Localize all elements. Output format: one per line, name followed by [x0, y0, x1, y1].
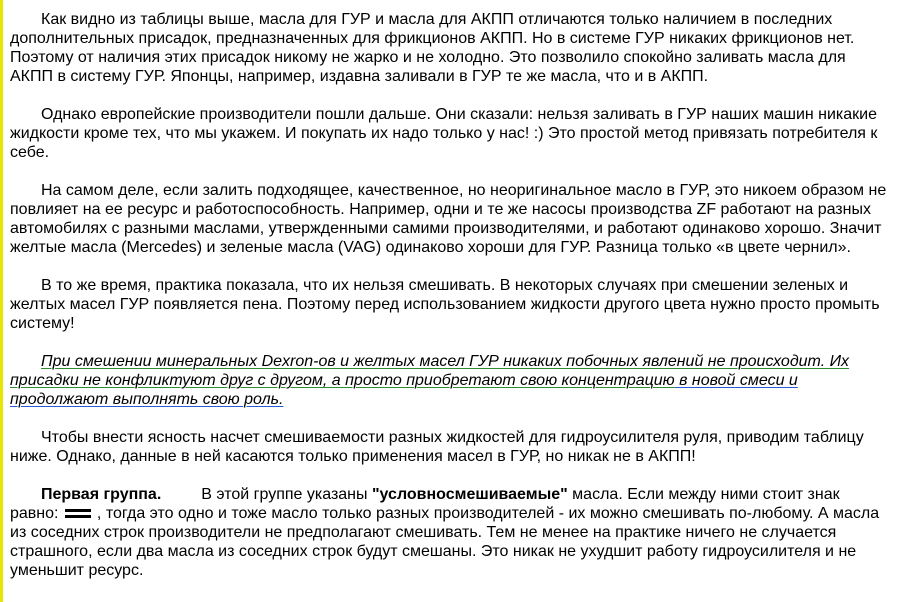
equals-sign-icon [65, 509, 91, 519]
group-text-a: В этой группе указаны [201, 486, 372, 503]
group-term: "условносмешиваемые" [371, 486, 568, 503]
paragraph-5-note [10, 352, 890, 409]
paragraph-7 [10, 485, 890, 580]
article-body [10, 10, 890, 599]
paragraph-2: Однако европейские производители пошли дальше. Они сказали: нельзя заливать в ГУР наших машин никакие жидкости кроме тех, что мы укажем. И покупать их надо только у нас! :) Это простой метод привязать потребителя к себе. [10, 106, 878, 161]
paragraph-3: На самом деле, если залить подходящее, качественное, но неоригинальное масло в ГУР, это никоем образом не повлияет на ее ресурс и работоспособность. Например, одни и те же насосы производства ZF работают на разных автомобилях с разными маслами, утвержденными самими производителями, и работают одинаково хорошо. Значит желтые масла (Mercedes) и зеленые масла (VAG) одинаково хороши для ГУР. Разница только «в цвете чернил». [10, 182, 887, 256]
left-margin-bar [0, 0, 3, 602]
group-heading: Первая группа. [41, 486, 162, 503]
note-part-2: в новой смеси и продолжают выполнять свою роль. [10, 372, 798, 408]
paragraph-4: В то же время, практика показала, что их нельзя смешивать. В некоторых случаях при смешении зеленых и желтых масел ГУР появляется пена. Поэтому перед использованием жидкости другого цвета нужно просто промыть систему! [10, 277, 880, 332]
group-text-c: , тогда это одно и тоже масло только разных производителей - их можно смешивать по-любому. А масла из соседних строк производители не предполагают смешивать. Тем не менее на практике ничего не случается страшного, если два масла из соседних строк будут смешаны. Это никак не ухудшит работу гидроусилителя и не уменьшит ресурс. [10, 505, 880, 579]
group-text-b: масла. Если между ними стоит знак равно: [10, 486, 840, 522]
paragraph-1: Как видно из таблицы выше, масла для ГУР и масла для АКПП отличаются только наличием в последних дополнительных присадок, предназначенных для фрикционов АКПП. Но в системе ГУР никаких фрикционов нет. Поэтому от наличия этих присадок никому не жарко и не холодно. Это позволило спокойно заливать масла для АКПП в систему ГУР. Японцы, например, издавна заливали в ГУР те же масла, что и в АКПП. [10, 11, 855, 85]
note-part-1: При смешении минеральных Dexron-ов и желтых масел ГУР никаких побочных явлений не происходит. Их присадки не конфликтуют друг с другом, а просто приобретают свою концентрацию [10, 353, 850, 389]
paragraph-6: Чтобы внести ясность насчет смешиваемости разных жидкостей для гидроусилителя руля, приводим таблицу ниже. Однако, данные в ней касаются только применения масел в ГУР, но никак не в АКПП! [10, 429, 864, 465]
